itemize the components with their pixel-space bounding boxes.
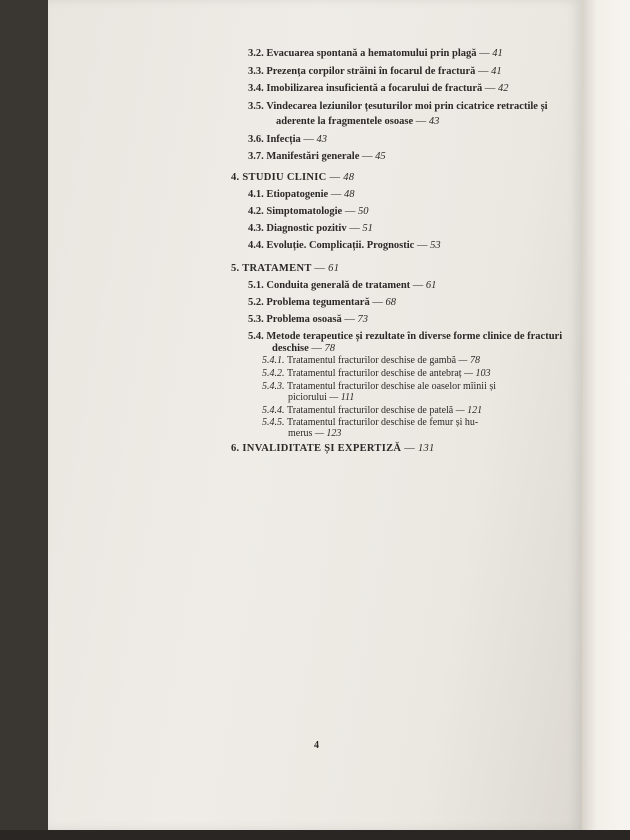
toc-number: 5.4.5. — [262, 417, 285, 428]
toc-page: 121 — [467, 405, 483, 416]
toc-entry-4-3 — [248, 223, 373, 235]
toc-page: 41 — [492, 48, 503, 59]
toc-number: 4.1. — [248, 189, 264, 200]
toc-title: Prezența corpilor străini în focarul de fractură — [266, 66, 476, 77]
toc-entry-3-4 — [248, 83, 509, 95]
toc-title: Infecția — [266, 134, 301, 145]
toc-entry-5-1 — [248, 280, 436, 292]
toc-number: 5.2. — [248, 297, 264, 308]
toc-page: 43 — [428, 116, 440, 127]
toc-number: 4.4. — [248, 240, 264, 251]
toc-page: 103 — [475, 368, 491, 379]
toc-entry-3-7 — [248, 151, 386, 163]
toc-entry-5-2 — [248, 297, 396, 309]
toc-title: Diagnostic pozitiv — [266, 223, 347, 234]
toc-page: 131 — [417, 443, 435, 454]
toc-number: 3.6. — [248, 134, 264, 145]
book-right-edge — [582, 0, 630, 840]
toc-number: 3.5. — [248, 101, 264, 112]
toc-title: Imobilizarea insuficientă a focarului de fractură — [266, 83, 483, 94]
toc-separator: — — [464, 368, 473, 379]
toc-page: 41 — [491, 66, 502, 77]
toc-title: Tratamentul fracturilor deschise ale oaselor mîinii și — [287, 381, 497, 392]
toc-page: 61 — [425, 280, 437, 291]
toc-entry-3-3 — [248, 66, 502, 78]
toc-entry-4-4 — [248, 240, 441, 252]
toc-entry-5-3 — [248, 314, 368, 326]
toc-separator: — — [314, 263, 326, 274]
toc-title-continued: piciorului — [288, 392, 327, 403]
toc-separator: — — [311, 343, 322, 354]
toc-entry-5-4-cont — [272, 343, 335, 355]
toc-separator: — — [455, 405, 465, 416]
toc-separator: — — [314, 428, 324, 439]
toc-title: Vindecarea leziunilor țesuturilor moi prin cicatrice retractile și — [266, 101, 548, 112]
toc-entry-3-5 — [248, 101, 548, 113]
toc-page: 50 — [357, 206, 369, 217]
toc-title: Etiopatogenie — [266, 189, 329, 200]
toc-entry-5-4-4 — [262, 405, 482, 417]
toc-page: 43 — [316, 134, 328, 145]
toc-number: 4.3. — [248, 223, 264, 234]
toc-number: 6. — [231, 443, 240, 454]
toc-page: 123 — [326, 428, 342, 439]
toc-chapter-6 — [231, 443, 435, 455]
toc-number: 5.3. — [248, 314, 264, 325]
toc-page: 53 — [430, 240, 441, 251]
toc-entry-3-6 — [248, 134, 327, 146]
toc-title: TRATAMENT — [242, 263, 312, 274]
toc-entry-5-4-5-cont — [288, 428, 341, 440]
toc-number: 3.2. — [248, 48, 264, 59]
toc-number: 5.4.1. — [262, 355, 285, 366]
toc-title: Evacuarea spontană a hematomului prin plagă — [266, 48, 477, 59]
toc-page: 111 — [340, 392, 355, 403]
toc-page: 73 — [357, 314, 368, 325]
toc-entry-4-2 — [248, 206, 368, 218]
toc-separator: — — [484, 83, 496, 94]
toc-title: Problema osoasă — [266, 314, 342, 325]
toc-entry-5-4-1 — [262, 355, 480, 367]
toc-page: 48 — [343, 172, 355, 183]
toc-title: Tratamentul fracturilor deschise de patelă — [287, 405, 454, 416]
toc-separator: — — [479, 48, 490, 59]
toc-number: 5.4. — [248, 331, 264, 342]
toc-number: 4. — [231, 172, 240, 183]
toc-separator: — — [416, 240, 428, 251]
toc-title: Conduita generală de tratament — [266, 280, 411, 291]
book-bottom-edge — [0, 830, 630, 840]
toc-title: Problema tegumentară — [266, 297, 370, 308]
page-number: 4 — [314, 740, 319, 751]
toc-page: 78 — [324, 343, 335, 354]
toc-entry-3-2 — [248, 48, 503, 60]
toc-separator: — — [477, 66, 489, 77]
toc-page: 42 — [498, 83, 509, 94]
toc-entry-3-5-cont — [276, 116, 439, 128]
toc-title-continued: deschise — [272, 343, 309, 354]
toc-number: 5.4.4. — [262, 405, 285, 416]
toc-title-continued: aderente la fragmentele osoase — [276, 116, 414, 127]
toc-separator: — — [458, 355, 468, 366]
toc-separator: — — [329, 172, 341, 183]
toc-title-continued: merus — [288, 428, 313, 439]
toc-number: 3.4. — [248, 83, 264, 94]
toc-title: STUDIU CLINIC — [242, 172, 327, 183]
toc-page: 51 — [362, 223, 373, 234]
toc-page: 61 — [328, 263, 340, 274]
toc-separator: — — [372, 297, 383, 308]
toc-separator: — — [362, 151, 373, 162]
toc-entry-5-4 — [248, 331, 562, 343]
toc-separator: — — [344, 206, 356, 217]
toc-page: 45 — [375, 151, 386, 162]
toc-number: 5. — [231, 263, 240, 274]
toc-separator: — — [404, 443, 416, 454]
toc-number: 3.3. — [248, 66, 264, 77]
toc-separator: — — [330, 189, 342, 200]
book-page — [48, 0, 582, 830]
toc-entry-4-1 — [248, 189, 354, 201]
toc-entry-5-4-2 — [262, 368, 490, 380]
toc-number: 5.1. — [248, 280, 264, 291]
toc-chapter-5 — [231, 263, 339, 275]
toc-number: 3.7. — [248, 151, 264, 162]
toc-separator: — — [415, 116, 427, 127]
toc-separator: — — [303, 134, 314, 145]
toc-number: 4.2. — [248, 206, 264, 217]
toc-separator: — — [329, 392, 339, 403]
toc-number: 5.4.2. — [262, 368, 285, 379]
toc-title: INVALIDITATE ȘI EXPERTIZĂ — [242, 443, 402, 454]
toc-title: Metode terapeutice și rezultate în diverse forme clinice de fracturi — [266, 331, 563, 342]
toc-title: Tratamentul fracturilor deschise de femur și hu- — [287, 417, 479, 428]
toc-chapter-4 — [231, 172, 354, 184]
toc-separator: — — [344, 314, 355, 325]
toc-title: Manifestări generale — [266, 151, 360, 162]
toc-title: Simptomatologie — [266, 206, 343, 217]
toc-title: Tratamentul fracturilor deschise de antebraț — [287, 368, 462, 379]
toc-separator: — — [412, 280, 424, 291]
toc-number: 5.4.3. — [262, 381, 285, 392]
toc-page: 78 — [469, 355, 480, 366]
toc-title: Tratamentul fracturilor deschise de gambă — [287, 355, 457, 366]
toc-page: 48 — [343, 189, 355, 200]
toc-entry-5-4-3-cont — [288, 392, 354, 404]
toc-separator: — — [349, 223, 360, 234]
toc-page: 68 — [385, 297, 396, 308]
toc-title: Evoluție. Complicații. Prognostic — [266, 240, 415, 251]
